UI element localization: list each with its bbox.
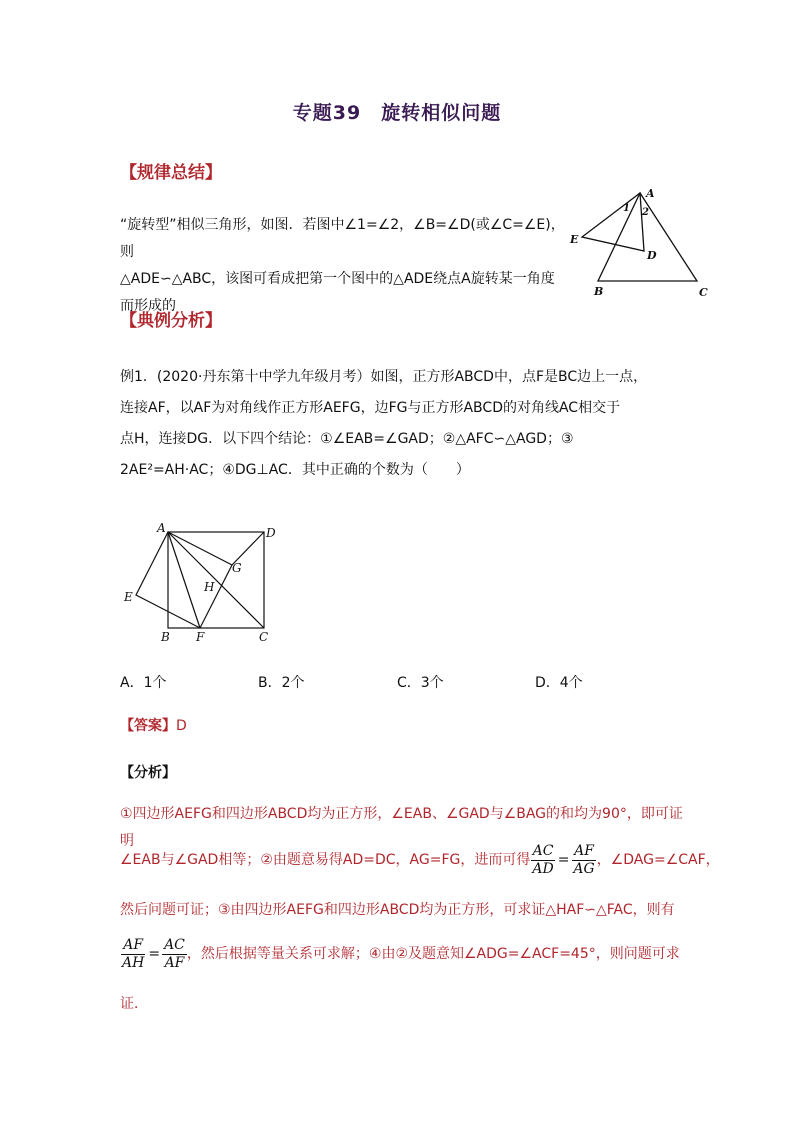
label-f: F bbox=[196, 630, 205, 644]
analysis-line-4a: ，然后根据等量关系可求解；④由②及题意知∠ADG=∠ACF=45°，则问题可求 bbox=[186, 946, 680, 962]
analysis-line-2a: ∠EAB与∠GAD相等；②由题意易得AD=DC，AG=FG，进而可得 bbox=[120, 852, 531, 868]
rule-summary-line-1: “旋转型”相似三角形，如图．若图中∠1=∠2，∠B=∠D(或∠C=∠E)，则 bbox=[120, 217, 565, 260]
triangle-ade bbox=[582, 193, 644, 251]
analysis-line-4: $\frac{AF}{AH}$ = $\frac{AC}{AF}$ ，然后根据等量关系可求解；④由②及题意知∠ADG=∠ACF=45°，则问题可求 bbox=[122, 937, 680, 971]
label-d: D bbox=[647, 249, 657, 262]
page-title: 专题39 旋转相似问题 bbox=[292, 102, 502, 124]
label-c: C bbox=[699, 286, 708, 299]
label-e: E bbox=[570, 233, 579, 246]
example-analysis-heading: 【典例分析】 bbox=[120, 311, 222, 331]
label-a: A bbox=[157, 521, 166, 535]
label-a: A bbox=[646, 187, 655, 200]
answer bbox=[120, 713, 187, 740]
example-question bbox=[120, 362, 680, 486]
fraction-ac-ad: $\frac{AC}{AD}$ bbox=[532, 843, 554, 877]
rule-summary-text bbox=[120, 212, 570, 320]
option-b: B．2个 bbox=[258, 675, 305, 691]
rule-summary-heading: 【规律总结】 bbox=[120, 163, 222, 183]
label-d: D bbox=[266, 526, 276, 540]
analysis-line-2b: ，∠DAG=∠CAF， bbox=[596, 852, 720, 868]
label-h: H bbox=[204, 580, 215, 594]
option-d: D．4个 bbox=[535, 675, 583, 691]
rotation-triangle-figure bbox=[560, 185, 720, 300]
answer-label: 【答案】 bbox=[120, 718, 176, 734]
analysis-line-3: 然后问题可证；③由四边形AEFG和四边形ABCD均为正方形，可求证△HAF∽△FAC，则有 bbox=[120, 902, 675, 918]
label-b: B bbox=[161, 630, 170, 644]
question-line-4: 2AE²=AH·AC；④DG⊥AC．其中正确的个数为（ ） bbox=[120, 462, 470, 478]
fraction-ac-af: $\frac{AC}{AF}$ bbox=[164, 937, 185, 971]
question-line-2: 连接AF，以AF为对角线作正方形AEFG，边FG与正方形ABCD的对角线AC相交于 bbox=[120, 400, 621, 416]
rule-summary-line-3: 而形成的 bbox=[120, 298, 176, 314]
option-a: A．1个 bbox=[120, 675, 167, 691]
label-c: C bbox=[259, 630, 269, 644]
fraction-af-ah: $\frac{AF}{AH}$ bbox=[122, 937, 145, 971]
angle-label-2: 2 bbox=[642, 207, 649, 218]
label-e: E bbox=[124, 590, 133, 604]
label-g: G bbox=[232, 561, 242, 575]
angle-label-1: 1 bbox=[623, 203, 630, 214]
option-c: C．3个 bbox=[397, 675, 444, 691]
rule-summary-line-2: △ADE∽△ABC，该图可看成把第一个图中的△ADE绕点A旋转某一角度 bbox=[120, 271, 555, 287]
question-line-1: 例1．(2020·丹东第十中学九年级月考）如图，正方形ABCD中，点F是BC边上一点， bbox=[120, 369, 648, 385]
label-b: B bbox=[594, 285, 604, 298]
analysis-label: 【分析】 bbox=[120, 765, 176, 781]
analysis-line-2: ∠EAB与∠GAD相等；②由题意易得AD=DC，AG=FG，进而可得 $\frac{AC}{AD}$ = $\frac{AF}{AG}$ ，∠DAG=∠CAF， bbox=[120, 843, 720, 877]
answer-value: D bbox=[176, 718, 187, 734]
question-line-3: 点H，连接DG．以下四个结论：①∠EAB=∠GAD；②△AFC∽△AGD；③ bbox=[120, 431, 574, 447]
square-figure bbox=[120, 520, 280, 646]
fraction-af-ag: $\frac{AF}{AG}$ bbox=[573, 843, 595, 877]
analysis-line-5: 证． bbox=[120, 996, 148, 1012]
analysis-line-1: ①四边形AEFG和四边形ABCD均为正方形，∠EAB、∠GAD与∠BAG的和均为90°，即可证明 bbox=[120, 806, 683, 849]
